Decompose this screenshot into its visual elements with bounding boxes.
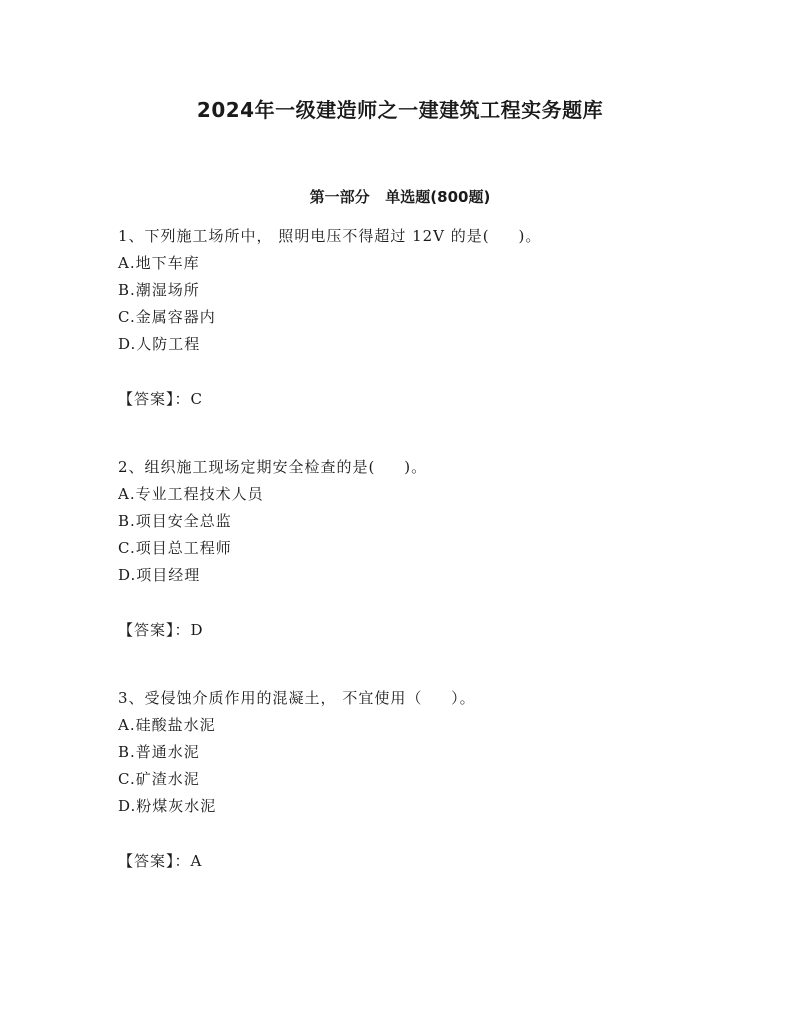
question-1 — [118, 223, 758, 413]
option-d: D.粉煤灰水泥 — [118, 797, 217, 815]
question-3 — [118, 685, 758, 875]
option-b: B.普通水泥 — [118, 743, 200, 761]
question-stem: 2、组织施工现场定期安全检查的是( )。 — [118, 458, 428, 476]
option-d: D.人防工程 — [118, 335, 201, 353]
option-a: A.专业工程技术人员 — [118, 485, 264, 503]
option-c: C.矿渣水泥 — [118, 770, 200, 788]
option-c: C.金属容器内 — [118, 308, 216, 326]
answer-line: 【答案】：C — [118, 390, 203, 408]
answer-line: 【答案】：A — [118, 852, 203, 870]
question-stem: 1、下列施工场所中， 照明电压不得超过 12V 的是( )。 — [118, 227, 542, 245]
section-heading: 第一部分 单选题(800题) — [309, 188, 491, 206]
question-stem: 3、受侵蚀介质作用的混凝土， 不宜使用（ ）。 — [118, 689, 476, 707]
answer-line: 【答案】：D — [118, 621, 204, 639]
option-d: D.项目经理 — [118, 566, 201, 584]
option-c: C.项目总工程师 — [118, 539, 232, 557]
question-2 — [118, 454, 758, 644]
option-a: A.地下车库 — [118, 254, 200, 272]
option-a: A.硅酸盐水泥 — [118, 716, 216, 734]
document-title: 2024年一级建造师之一建建筑工程实务题库 — [196, 98, 604, 122]
option-b: B.潮湿场所 — [118, 281, 200, 299]
option-b: B.项目安全总监 — [118, 512, 232, 530]
